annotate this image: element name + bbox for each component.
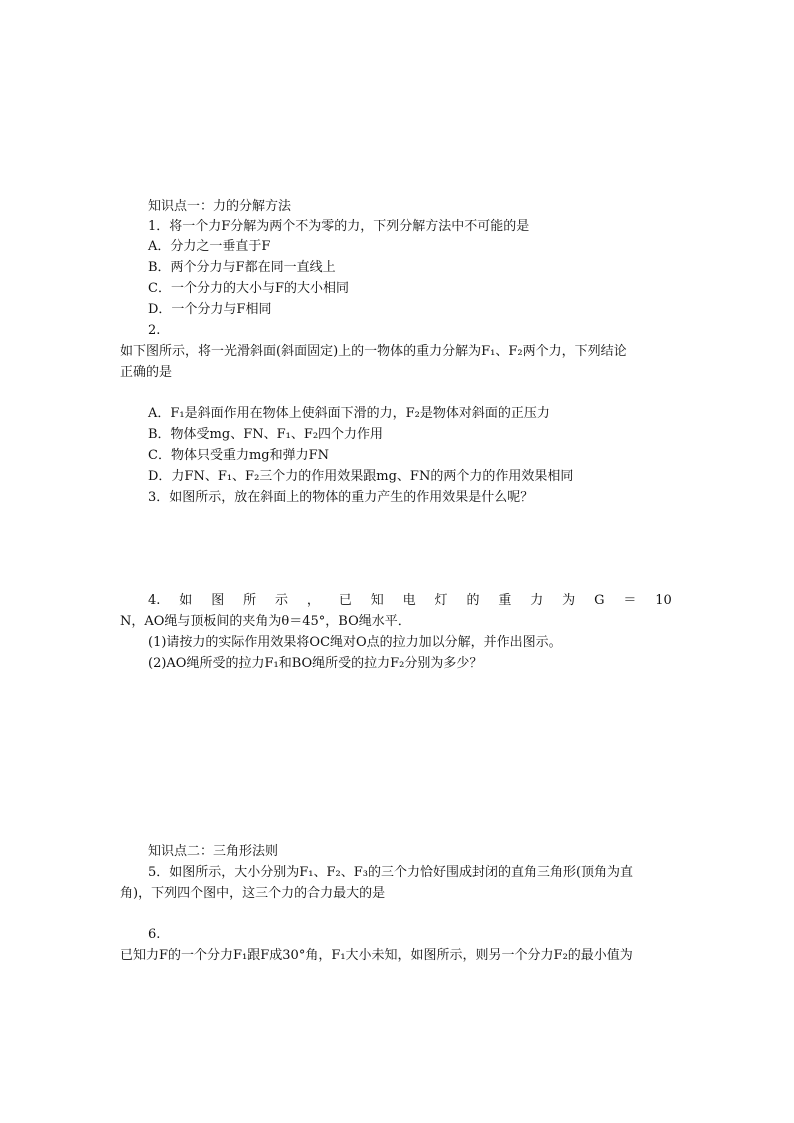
question-2-number: 2. — [148, 323, 161, 338]
question-2-option-d: D．力FN、F₁、F₂三个力的作用效果跟mg、FN的两个力的作用效果相同 — [148, 469, 574, 484]
q4-word: 示 — [275, 593, 289, 608]
question-4-line2: N，AO绳与顶板间的夹角为θ＝45°，BO绳水平． — [120, 614, 411, 629]
question-2-option-c: C．物体只受重力mg和弹力FN — [148, 448, 329, 463]
q4-word: 所 — [243, 593, 257, 608]
question-1-stem: 1．将一个力F分解为两个不为零的力，下列分解方法中不可能的是 — [148, 219, 530, 234]
q4-word: 为 — [562, 593, 576, 608]
question-4-sub2: (2)AO绳所受的拉力F₁和BO绳所受的拉力F₂分别为多少？ — [148, 656, 483, 671]
q4-word: 灯 — [434, 593, 448, 608]
q4-word: 如 — [179, 593, 193, 608]
question-6-stem: 已知力F的一个分力F₁跟F成30°角，F₁大小未知，如图所示，则另一个分力F₂的最小值为 — [120, 948, 633, 963]
question-4-line1 — [148, 592, 672, 610]
question-2-stem-line2: 正确的是 — [120, 365, 173, 380]
q4-word: 知 — [370, 593, 384, 608]
q4-word: ， — [306, 593, 320, 608]
question-4-sub1: (1)请按力的实际作用效果将OC绳对O点的拉力加以分解，并作出图示。 — [148, 635, 562, 650]
q4-word: 的 — [466, 593, 480, 608]
question-1-option-d: D．一个分力与F相同 — [148, 302, 272, 317]
q4-word: 力 — [530, 593, 544, 608]
question-6-number: 6. — [148, 927, 161, 942]
q4-word: 10 — [655, 593, 672, 608]
question-2-option-b: B．物体受mg、FN、F₁、F₂四个力作用 — [148, 427, 384, 442]
section-heading-2: 知识点二：三角形法则 — [148, 844, 279, 859]
q4-word: G — [594, 593, 605, 608]
question-5-line1: 5．如图所示，大小分别为F₁、F₂、F₃的三个力恰好围成封闭的直角三角形(顶角为直 — [148, 865, 634, 880]
q4-word: 重 — [498, 593, 512, 608]
q4-word: 已 — [338, 593, 352, 608]
question-1-option-a: A．分力之一垂直于F — [148, 239, 271, 254]
q4-word: ＝ — [623, 593, 637, 608]
question-3-stem: 3．如图所示，放在斜面上的物体的重力产生的作用效果是什么呢？ — [148, 490, 534, 505]
q4-word: 图 — [211, 593, 225, 608]
question-1-option-c: C．一个分力的大小与F的大小相同 — [148, 281, 349, 296]
q4-word: 4. — [148, 593, 161, 608]
question-2-stem-line1: 如下图所示，将一光滑斜面(斜面固定)上的一物体的重力分解为F₁、F₂两个力，下列结论 — [120, 344, 627, 359]
question-5-line2: 角)，下列四个图中，这三个力的合力最大的是 — [120, 886, 386, 901]
section-heading-1: 知识点一：力的分解方法 — [148, 199, 292, 214]
question-1-option-b: B．两个分力与F都在同一直线上 — [148, 260, 336, 275]
q4-word: 电 — [402, 593, 416, 608]
question-2-option-a: A．F₁是斜面作用在物体上使斜面下滑的力，F₂是物体对斜面的正压力 — [148, 406, 550, 421]
